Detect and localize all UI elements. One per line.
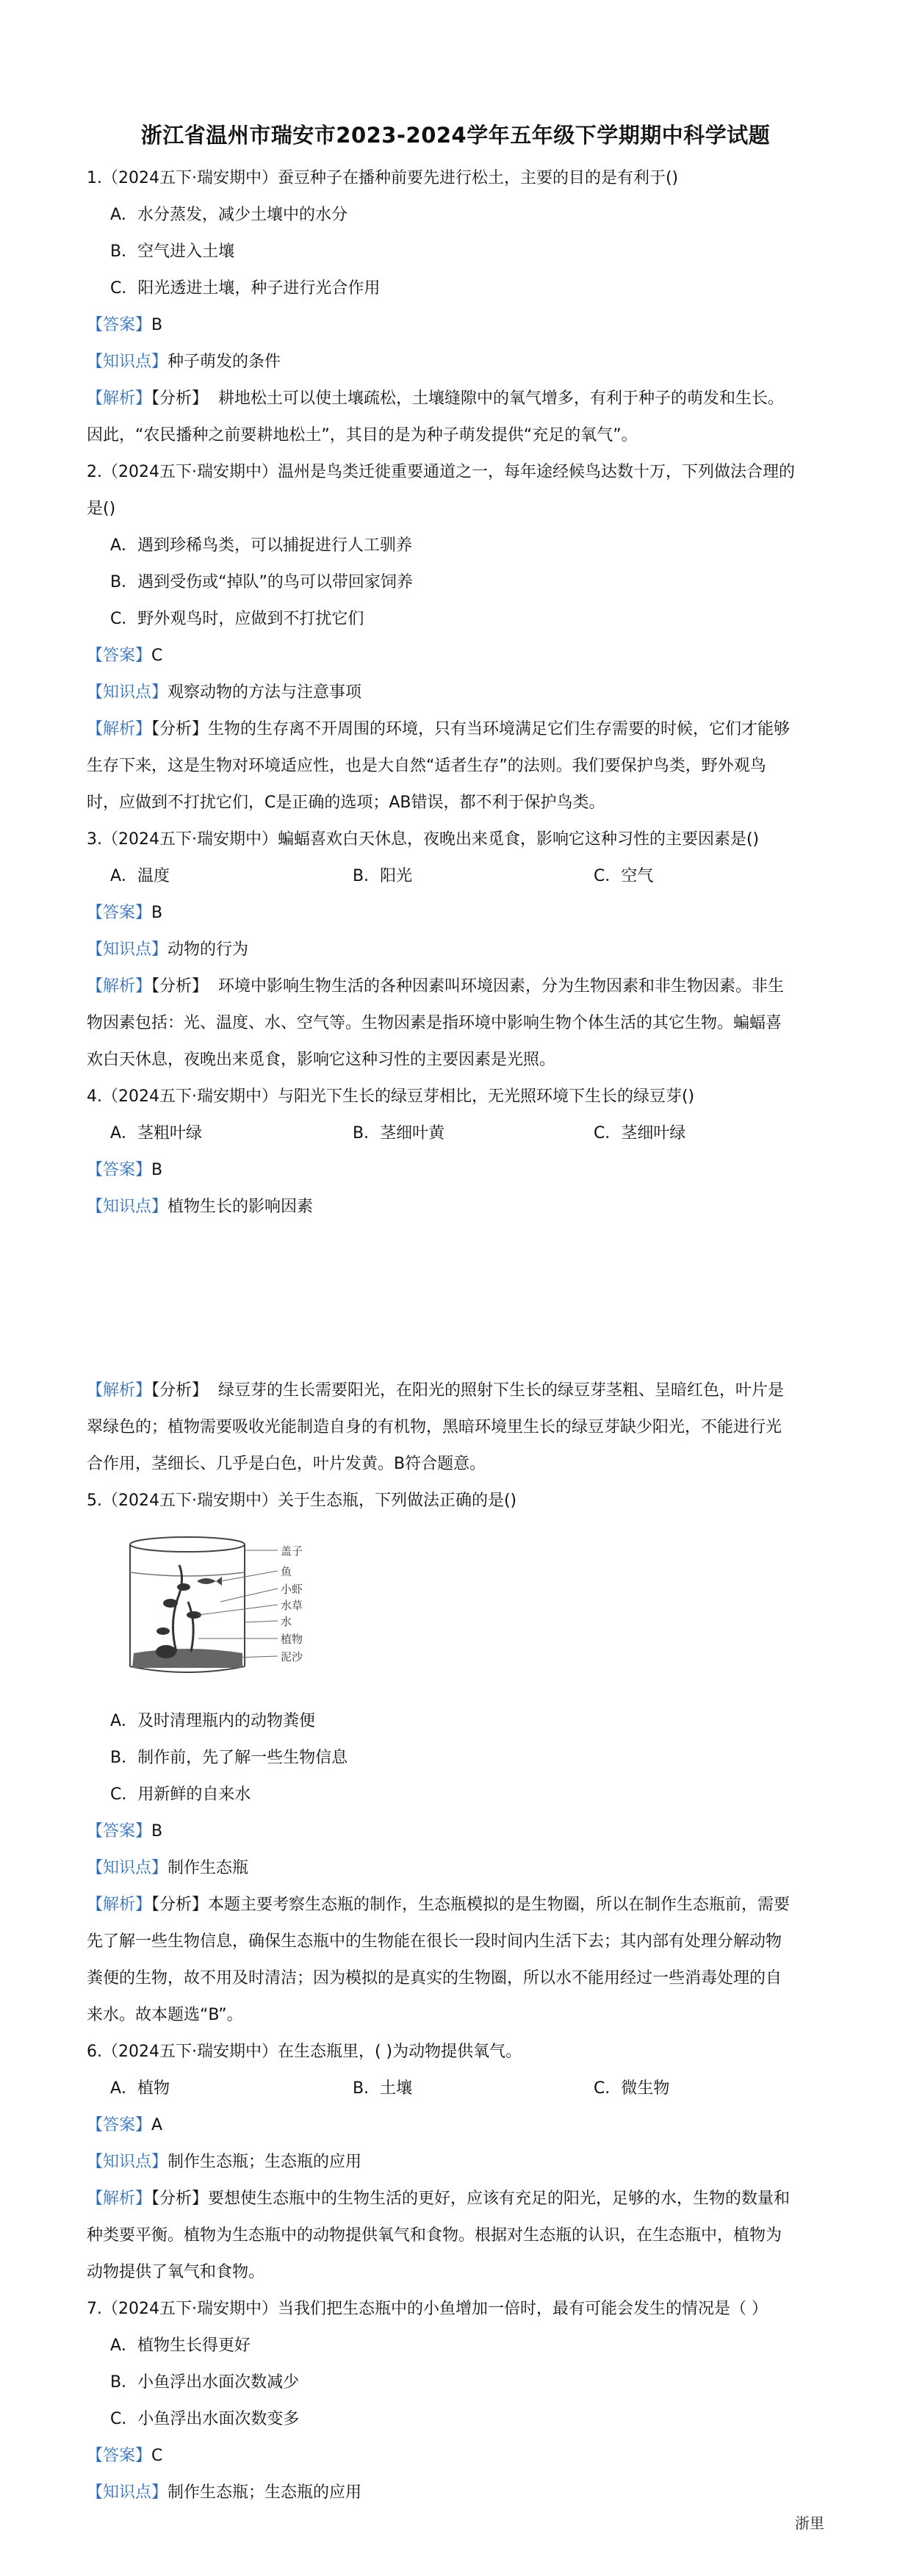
ecosystem-bottle-figure bbox=[118, 1528, 353, 1683]
figure-label: 水 bbox=[281, 1615, 292, 1628]
option-a: A．及时清理瓶内的动物粪便 bbox=[110, 1712, 316, 1730]
option-a: A．遇到珍稀鸟类，可以捕捉进行人工驯养 bbox=[110, 536, 413, 555]
answer-line bbox=[87, 1161, 162, 1180]
analysis-line: 来水。故本题选“B”。 bbox=[87, 2006, 243, 2024]
answer-tag: 【答案】 bbox=[87, 647, 152, 665]
option-b: B．空气进入土壤 bbox=[110, 242, 235, 261]
analysis-line: 种类要平衡。植物为生态瓶中的动物提供氧气和食物。根据对生态瓶的认识，在生态瓶中，植物为 bbox=[87, 2226, 782, 2245]
analysis-block bbox=[87, 1381, 829, 1492]
knowledge-line bbox=[87, 1198, 313, 1217]
figure-label: 水草 bbox=[281, 1599, 303, 1612]
answer-line bbox=[87, 2447, 162, 2466]
analysis-block bbox=[87, 1896, 829, 2043]
footer-brand: 浙里 bbox=[795, 2514, 824, 2532]
answer-value: B bbox=[151, 1161, 163, 1179]
question-stem: 2.（2024五下·瑞安期中）温州是鸟类迁徙重要通道之一，每年途经候鸟达数十万，下列做法合理的 bbox=[87, 463, 795, 481]
knowledge-line bbox=[87, 940, 248, 960]
option-c: C．空气 bbox=[594, 867, 654, 885]
option-a: A．茎粗叶绿 bbox=[110, 1124, 203, 1143]
analysis-text: 生物的生存离不开周围的环境，只有当环境满足它们生存需要的时候，它们才能够 bbox=[208, 720, 791, 738]
answer-value: B bbox=[151, 904, 163, 922]
knowledge-tag: 【知识点】 bbox=[87, 353, 168, 371]
analysis-tag: 【解析】 bbox=[87, 389, 152, 408]
fenxi-tag: 【分析】 bbox=[151, 720, 209, 738]
option-b: B．制作前，先了解一些生物信息 bbox=[110, 1749, 348, 1767]
knowledge-value: 观察动物的方法与注意事项 bbox=[168, 683, 362, 702]
answer-tag: 【答案】 bbox=[87, 2447, 152, 2465]
answer-line bbox=[87, 647, 162, 666]
analysis-tag: 【解析】 bbox=[87, 2190, 152, 2208]
figure-label: 鱼 bbox=[281, 1565, 292, 1578]
option-c: C．茎细叶绿 bbox=[594, 1124, 686, 1143]
answer-tag: 【答案】 bbox=[87, 904, 152, 922]
analysis-line bbox=[87, 389, 829, 426]
analysis-tag: 【解析】 bbox=[87, 1896, 152, 1914]
analysis-text: 环境中影响生物生活的各种因素叫环境因素，分为生物因素和非生物因素。非生 bbox=[218, 977, 785, 996]
option-c: C．阳光透进土壤，种子进行光合作用 bbox=[110, 279, 381, 298]
question-stem: 4.（2024五下·瑞安期中）与阳光下生长的绿豆芽相比，无光照环境下生长的绿豆芽() bbox=[87, 1087, 695, 1106]
analysis-line: 生存下来，这是生物对环境适应性，也是大自然“适者生存”的法则。我们要保护鸟类，野外观鸟 bbox=[87, 757, 766, 775]
knowledge-line bbox=[87, 2153, 361, 2172]
document-title: 浙江省温州市瑞安市2023-2024学年五年级下学期期中科学试题 bbox=[140, 123, 771, 148]
figure-label: 盖子 bbox=[281, 1544, 303, 1558]
analysis-text: 耕地松土可以使土壤疏松，土壤缝隙中的氧气增多，有利于种子的萌发和生长。 bbox=[218, 389, 785, 408]
fenxi-tag: 【分析】 bbox=[151, 1381, 209, 1400]
option-b: B．遇到受伤或“掉队”的鸟可以带回家饲养 bbox=[110, 573, 413, 591]
question-stem: 5.（2024五下·瑞安期中）关于生态瓶，下列做法正确的是() bbox=[87, 1492, 517, 1510]
answer-line bbox=[87, 316, 162, 335]
analysis-block bbox=[87, 2190, 829, 2300]
knowledge-value: 动物的行为 bbox=[168, 940, 249, 959]
knowledge-value: 制作生态瓶 bbox=[168, 1859, 249, 1877]
knowledge-tag: 【知识点】 bbox=[87, 683, 168, 702]
knowledge-value: 制作生态瓶；生态瓶的应用 bbox=[168, 2153, 362, 2171]
knowledge-line bbox=[87, 683, 361, 702]
option-c: C．用新鲜的自来水 bbox=[110, 1785, 251, 1804]
analysis-line bbox=[87, 720, 829, 757]
fenxi-tag: 【分析】 bbox=[151, 1896, 209, 1914]
analysis-line: 合作用，茎细长、几乎是白色，叶片发黄。B符合题意。 bbox=[87, 1455, 486, 1473]
option-a: A．植物生长得更好 bbox=[110, 2336, 251, 2355]
fenxi-tag: 【分析】 bbox=[151, 389, 209, 408]
option-c: C．小鱼浮出水面次数变多 bbox=[110, 2410, 300, 2428]
answer-tag: 【答案】 bbox=[87, 316, 152, 334]
knowledge-tag: 【知识点】 bbox=[87, 940, 168, 959]
option-b: B．土壤 bbox=[353, 2079, 413, 2098]
knowledge-value: 植物生长的影响因素 bbox=[168, 1198, 314, 1216]
analysis-line bbox=[87, 1896, 829, 1932]
answer-value: C bbox=[151, 647, 163, 665]
knowledge-tag: 【知识点】 bbox=[87, 2153, 168, 2171]
analysis-line: 时，应做到不打扰它们，C是正确的选项；AB错误，都不利于保护鸟类。 bbox=[87, 794, 605, 812]
analysis-text: 本题主要考察生态瓶的制作，生态瓶模拟的是生物圈，所以在制作生态瓶前，需要 bbox=[208, 1896, 791, 1914]
analysis-line: 因此，“农民播种之前要耕地松土”，其目的是为种子萌发提供“充足的氧气”。 bbox=[87, 426, 638, 445]
answer-value: B bbox=[151, 316, 163, 334]
analysis-line: 先了解一些生物信息，确保生态瓶中的生物能在很长一段时间内生活下去；其内部有处理分解动物 bbox=[87, 1932, 782, 1951]
analysis-tag: 【解析】 bbox=[87, 1381, 152, 1400]
figure-label: 小虾 bbox=[281, 1583, 303, 1596]
analysis-block bbox=[87, 977, 829, 1087]
answer-tag: 【答案】 bbox=[87, 2116, 152, 2134]
question-stem: 6.（2024五下·瑞安期中）在生态瓶里，( )为动物提供氧气。 bbox=[87, 2043, 522, 2061]
option-b: B．阳光 bbox=[353, 867, 413, 885]
option-c: C．野外观鸟时，应做到不打扰它们 bbox=[110, 610, 364, 628]
answer-tag: 【答案】 bbox=[87, 1822, 152, 1841]
analysis-line bbox=[87, 977, 829, 1014]
analysis-text: 绿豆芽的生长需要阳光，在阳光的照射下生长的绿豆芽茎粗、呈暗红色，叶片是 bbox=[218, 1381, 785, 1400]
analysis-line: 欢白天休息，夜晚出来觅食，影响它这种习性的主要因素是光照。 bbox=[87, 1051, 556, 1069]
fenxi-tag: 【分析】 bbox=[151, 977, 209, 996]
option-c: C．微生物 bbox=[594, 2079, 670, 2098]
figure-label: 植物 bbox=[281, 1633, 303, 1646]
option-b: B．茎细叶黄 bbox=[353, 1124, 445, 1143]
question-stem: 1.（2024五下·瑞安期中）蚕豆种子在播种前要先进行松土，主要的目的是有利于() bbox=[87, 169, 679, 187]
question-stem-cont: 是() bbox=[87, 500, 116, 518]
analysis-text: 要想使生态瓶中的生物生活的更好，应该有充足的阳光，足够的水，生物的数量和 bbox=[208, 2190, 791, 2208]
option-a: A．水分蒸发，减少土壤中的水分 bbox=[110, 206, 348, 224]
analysis-line: 粪便的生物，故不用及时清洁；因为模拟的是真实的生物圈，所以水不能用经过一些消毒处理的自 bbox=[87, 1969, 782, 1987]
analysis-line: 翠绿色的；植物需要吸收光能制造自身的有机物，黑暗环境里生长的绿豆芽缺少阳光，不能进行光 bbox=[87, 1418, 782, 1436]
knowledge-tag: 【知识点】 bbox=[87, 2483, 168, 2502]
analysis-line bbox=[87, 2190, 829, 2226]
analysis-block bbox=[87, 720, 829, 830]
analysis-line bbox=[87, 1381, 829, 1418]
fenxi-tag: 【分析】 bbox=[151, 2190, 209, 2208]
analysis-tag: 【解析】 bbox=[87, 977, 152, 996]
answer-line bbox=[87, 904, 162, 923]
answer-value: C bbox=[151, 2447, 163, 2465]
knowledge-value: 制作生态瓶；生态瓶的应用 bbox=[168, 2483, 362, 2502]
analysis-line: 物因素包括：光、温度、水、空气等。生物因素是指环境中影响生物个体生活的其它生物。蝙蝠喜 bbox=[87, 1014, 782, 1032]
knowledge-tag: 【知识点】 bbox=[87, 1859, 168, 1877]
analysis-tag: 【解析】 bbox=[87, 720, 152, 738]
option-b: B．小鱼浮出水面次数减少 bbox=[110, 2373, 300, 2392]
answer-line bbox=[87, 1822, 162, 1841]
analysis-block bbox=[87, 389, 829, 463]
knowledge-line bbox=[87, 2483, 361, 2503]
answer-value: A bbox=[151, 2116, 163, 2134]
answer-tag: 【答案】 bbox=[87, 1161, 152, 1179]
knowledge-value: 种子萌发的条件 bbox=[168, 353, 281, 371]
knowledge-line bbox=[87, 353, 281, 372]
question-stem: 7.（2024五下·瑞安期中）当我们把生态瓶中的小鱼增加一倍时，最有可能会发生的情况是（ ） bbox=[87, 2300, 768, 2318]
knowledge-line bbox=[87, 1859, 248, 1878]
option-a: A．温度 bbox=[110, 867, 170, 885]
answer-value: B bbox=[151, 1822, 163, 1841]
answer-line bbox=[87, 2116, 162, 2135]
option-a: A．植物 bbox=[110, 2079, 170, 2098]
analysis-line: 动物提供了氧气和食物。 bbox=[87, 2263, 265, 2281]
figure-label: 泥沙 bbox=[281, 1650, 303, 1663]
knowledge-tag: 【知识点】 bbox=[87, 1198, 168, 1216]
question-stem: 3.（2024五下·瑞安期中）蝙蝠喜欢白天休息，夜晚出来觅食，影响它这种习性的主要因素是() bbox=[87, 830, 760, 849]
